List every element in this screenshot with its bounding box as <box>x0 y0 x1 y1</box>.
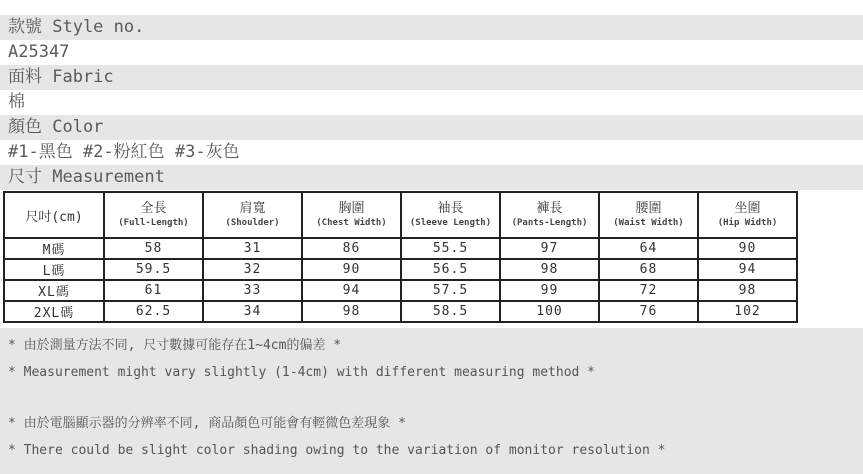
value-cell: 72 <box>599 280 698 301</box>
value-cell: 68 <box>599 259 698 280</box>
style-no-label: 款號 Style no. <box>0 15 863 40</box>
style-no-value: A25347 <box>0 40 863 65</box>
column-header-chest: 胸圍 (Chest Width) <box>302 192 401 238</box>
value-cell: 57.5 <box>401 280 500 301</box>
value-cell: 94 <box>698 259 797 280</box>
table-row <box>4 238 797 259</box>
value-cell: 62.5 <box>104 301 203 322</box>
column-header-shoulder: 肩寬 (Shoulder) <box>203 192 302 238</box>
note-zh-color: * 由於電腦顯示器的分辨率不同, 商品顏色可能會有輕微色差現象 * <box>8 416 406 431</box>
size-cell: XL碼 <box>4 280 104 301</box>
size-table <box>3 191 798 323</box>
value-cell: 59.5 <box>104 259 203 280</box>
value-cell: 58 <box>104 238 203 259</box>
notes-panel <box>0 328 863 474</box>
fabric-label: 面料 Fabric <box>0 65 863 90</box>
value-cell: 55.5 <box>401 238 500 259</box>
value-cell: 86 <box>302 238 401 259</box>
note-en-color: * There could be slight color shading owing to the variation of monitor resolution * <box>8 443 666 458</box>
column-header-sleeve: 袖長 (Sleeve Length) <box>401 192 500 238</box>
corner-header: 尺吋(cm) <box>4 192 104 238</box>
color-label: 顏色 Color <box>0 115 863 140</box>
note-zh-measurement: * 由於測量方法不同, 尺寸數據可能存在1~4cm的偏差 * <box>8 338 342 353</box>
value-cell: 61 <box>104 280 203 301</box>
value-cell: 33 <box>203 280 302 301</box>
value-cell: 98 <box>302 301 401 322</box>
value-cell: 99 <box>500 280 599 301</box>
column-header-hip: 坐圍 (Hip Width) <box>698 192 797 238</box>
value-cell: 32 <box>203 259 302 280</box>
value-cell: 76 <box>599 301 698 322</box>
value-cell: 90 <box>698 238 797 259</box>
size-cell: 2XL碼 <box>4 301 104 322</box>
color-value: #1-黑色 #2-粉紅色 #3-灰色 <box>0 140 863 165</box>
value-cell: 64 <box>599 238 698 259</box>
value-cell: 100 <box>500 301 599 322</box>
value-cell: 90 <box>302 259 401 280</box>
value-cell: 31 <box>203 238 302 259</box>
value-cell: 98 <box>500 259 599 280</box>
table-header-row <box>4 192 797 238</box>
column-header-pants: 褲長 (Pants-Length) <box>500 192 599 238</box>
column-header-full-length: 全長 (Full-Length) <box>104 192 203 238</box>
table-row <box>4 280 797 301</box>
value-cell: 94 <box>302 280 401 301</box>
value-cell: 58.5 <box>401 301 500 322</box>
size-cell: M碼 <box>4 238 104 259</box>
value-cell: 34 <box>203 301 302 322</box>
measurement-label: 尺寸 Measurement <box>0 165 863 190</box>
size-cell: L碼 <box>4 259 104 280</box>
column-header-waist: 腰圍 (Waist Width) <box>599 192 698 238</box>
value-cell: 102 <box>698 301 797 322</box>
note-en-measurement: * Measurement might vary slightly (1-4cm) with different measuring method * <box>8 365 595 380</box>
table-row <box>4 259 797 280</box>
value-cell: 56.5 <box>401 259 500 280</box>
fabric-value: 棉 <box>0 90 863 115</box>
value-cell: 97 <box>500 238 599 259</box>
value-cell: 98 <box>698 280 797 301</box>
table-row <box>4 301 797 322</box>
